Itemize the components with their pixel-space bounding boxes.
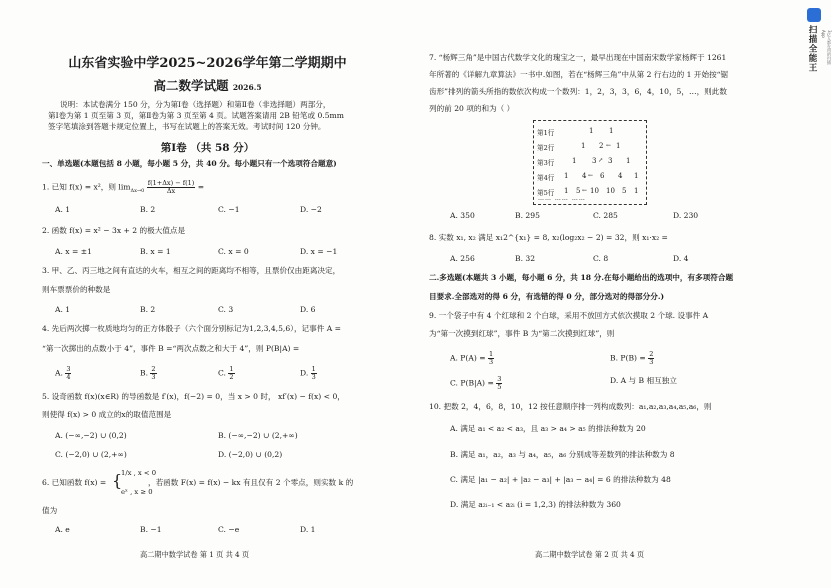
q1-option-a: A. 1 — [55, 205, 71, 214]
q4-option-c — [218, 366, 235, 381]
exam-subtitle — [0, 76, 415, 94]
q5-option-a: A. (−∞,−2) ∪ (0,2) — [55, 431, 127, 440]
question-10: 10. 把数 2，4，6，8，10，12 按任意顺序排一列构成数列：a₁,a₂,a₃,a₄,a₅,a₆，则 — [429, 402, 712, 411]
section-heading: 第Ⅰ卷 （共 58 分） — [160, 142, 255, 154]
q9-a-label: A. P(A) = — [450, 353, 486, 363]
tri-ellipsis: …… …… …… — [538, 195, 586, 202]
q10-option-c: C. 满足 |a₁ − a₂| + |a₂ − a₃| + |a₃ − a₄| = 6 的排法种数为 48 — [450, 475, 671, 484]
q6-option-a: A. e — [55, 525, 70, 534]
q1-option-c: C. −1 — [218, 205, 240, 214]
q9-b-den: 3 — [649, 358, 654, 366]
logo-text: 扫描全能王 — [807, 25, 817, 73]
q6-option-c: C. −e — [218, 525, 240, 534]
question-7-line-1: 7. “杨辉三角”是中国古代数学文化的瑰宝之一，最早出现在中国南宋数学家杨辉于 1261 — [429, 53, 727, 62]
q3-option-a: A. 1 — [55, 305, 71, 314]
tri-r3-n1: 1 — [572, 157, 577, 165]
exam-date: 2026.5 — [232, 83, 262, 92]
q4-b-den: 3 — [151, 373, 156, 381]
yanghui-triangle-figure — [533, 120, 647, 205]
question-6-stem-b: ，若函数 F(x) = f(x) − kx 有且仅有 2 个零点，则实数 k 的 — [148, 478, 354, 487]
q9-c-label: C. P(B|A) = — [450, 378, 494, 388]
zigzag-arrow-icon: ← — [606, 142, 612, 149]
question-2: 2. 函数 f(x) = x² − 3x + 2 的极大值点是 — [42, 226, 186, 235]
zigzag-arrow-icon: ← — [582, 187, 588, 194]
q6-option-d: D. 1 — [300, 525, 316, 534]
question-1 — [42, 180, 204, 196]
q2-option-a: A. x = ±1 — [55, 247, 92, 256]
q4-c-label: C. — [218, 368, 226, 378]
q4-d-num: 1 — [311, 365, 316, 373]
question-6-line-2: 值为 — [42, 506, 58, 515]
logo-subtext: 3亿人都在用的扫描App — [821, 30, 832, 65]
question-3-line-1: 3. 甲、乙、丙三地之间有直达的火车，相互之间的距离均不相等，且票价仅由距离决定， — [42, 266, 341, 275]
left-footer: 高二期中数学试卷 第 1 页 共 4 页 — [140, 550, 250, 559]
question-4-line-2: “第一次掷出的点数小于 4”，事件 B =“两次点数之和大于 4”，则 P(B|A) = — [42, 344, 300, 353]
zigzag-arrow-icon: ← — [588, 172, 594, 179]
q4-a-den: 4 — [66, 373, 71, 381]
question-7-line-2: 年所著的《详解九章算法》一书中.如图，若在“杨辉三角”中从第 2 行右边的 1 开始按“锯 — [429, 70, 729, 79]
q7-option-a: A. 350 — [450, 211, 475, 220]
tri-r5-n3: 10 — [590, 187, 599, 195]
q4-option-b — [140, 366, 157, 381]
q9-option-b — [610, 351, 654, 366]
q5-option-c: C. (−2,0) ∪ (2,+∞) — [55, 450, 127, 459]
q8-option-c: C. 8 — [593, 254, 609, 263]
tri-r2-n1: 1 — [581, 142, 586, 150]
q9-b-label: B. P(B) = — [610, 353, 646, 363]
question-8: 8. 实数 x₁, x₂ 满足 x₁2^{x₁} = 8, x₂(log₂x₂ − 2) = 32，则 x₁·x₂ = — [429, 233, 668, 242]
q3-option-b: B. 2 — [140, 305, 156, 314]
question-4-line-1: 4. 先后两次掷一枚质地均匀的正方体骰子（六个面分别标记为1,2,3,4,5,6），记事件 A = — [42, 324, 341, 333]
q4-b-num: 2 — [151, 365, 156, 373]
tri-r3-n3: 3 — [608, 157, 613, 165]
q10-option-d: D. 满足 a₂ᵢ₋₁ < a₂ᵢ (i = 1,2,3) 的排法种数为 360 — [450, 500, 621, 509]
tri-r4-n3: 6 — [600, 172, 605, 180]
q4-a-num: 3 — [66, 365, 71, 373]
tri-r5-n6: 1 — [634, 187, 639, 195]
question-7-line-4: 列的前 20 项的和为（ ） — [429, 104, 515, 113]
row-label-4: 第4行 — [537, 174, 555, 182]
q9-c-num: 3 — [497, 375, 502, 383]
q1-stem-b: = — [197, 182, 205, 192]
row-label-2: 第2行 — [537, 144, 555, 152]
tri-r4-n2: 4 — [582, 172, 587, 180]
tri-r5-n1: 1 — [564, 187, 569, 195]
part2-heading-line-1: 二.多选题(本题共 3 小题，每小题 6 分，共 18 分.在每小题给出的选项中，有多项符合题 — [429, 273, 734, 282]
question-7-line-3: 齿形”排列的箭头所指的数依次构成一个数列：1，2，3，3，6，4，10，5，…，则此数 — [429, 87, 727, 96]
q1-stem-a: 1. 已知 f(x) = x²，则 lim — [42, 182, 131, 192]
q4-c-den: 2 — [229, 373, 234, 381]
q7-option-d: D. 230 — [673, 211, 699, 220]
tri-r4-n5: 1 — [634, 172, 639, 180]
left-page — [0, 0, 415, 588]
q2-option-b: B. x = 1 — [140, 247, 171, 256]
tri-r5-n4: 10 — [606, 187, 615, 195]
q6-option-b: B. −1 — [140, 525, 162, 534]
tri-r3-n2: 3 — [592, 157, 597, 165]
instruction-line-3: 签字笔填涂到答题卡规定位置上，书写在试题上的答案无效。考试时间 120 分钟。 — [48, 122, 326, 131]
q3-option-c: C. 3 — [218, 305, 234, 314]
q7-option-b: B. 295 — [515, 211, 540, 220]
q9-a-den: 3 — [489, 358, 494, 366]
part2-heading-line-2: 目要求.全部选对的得 6 分，有选错的得 0 分，部分选对的得部分分.) — [429, 292, 665, 301]
cs-logo-icon — [807, 8, 821, 22]
tri-r5-n5: 5 — [622, 187, 627, 195]
question-5-line-2: 则使得 f(x) > 0 成立的x的取值范围是 — [42, 410, 172, 419]
q1-option-d: D. −2 — [300, 205, 322, 214]
q9-a-num: 1 — [489, 350, 494, 358]
tri-r3-n4: 1 — [626, 157, 631, 165]
row-label-1: 第1行 — [537, 129, 555, 137]
q4-option-d — [300, 366, 317, 381]
q9-option-c — [450, 376, 502, 391]
tri-r1-n1: 1 — [589, 127, 594, 135]
q10-option-b: B. 满足 a₁，a₂，a₃ 与 a₄，a₅，a₆ 分别成等差数列的排法种数为 8 — [450, 450, 675, 459]
question-6-stem-a: 6. 已知函数 f(x) = — [42, 478, 107, 487]
q1-option-b: B. 2 — [140, 205, 156, 214]
zigzag-arrow-icon: ↗ — [598, 157, 604, 164]
q4-d-den: 3 — [311, 373, 316, 381]
q4-c-num: 1 — [229, 365, 234, 373]
tri-r4-n4: 4 — [618, 172, 623, 180]
exam-title: 山东省实验中学2025~2026学年第二学期期中 — [68, 56, 347, 71]
right-footer: 高二期中数学试卷 第 2 页 共 4 页 — [535, 550, 645, 559]
q9-option-a — [450, 351, 494, 366]
q6-brace: { — [112, 471, 123, 490]
q1-lim-sub: Δx→0 — [130, 188, 145, 195]
q4-option-a — [55, 366, 71, 381]
q2-option-d: D. x = −1 — [300, 247, 338, 256]
q8-option-a: A. 256 — [450, 254, 475, 263]
tri-r5-n2: 5 — [576, 187, 581, 195]
q1-frac-num: f(1+Δx) − f(1) — [147, 179, 195, 187]
q8-option-d: D. 4 — [673, 254, 689, 263]
tri-r1-n2: 1 — [609, 127, 614, 135]
question-3-line-2: 则车票票价的种数是 — [42, 285, 111, 294]
question-5-line-1: 5. 设奇函数 f(x)(x∈R) 的导函数是 f′(x)，f(−2) = 0，当 x > 0 时， xf′(x) − f(x) < 0， — [42, 392, 345, 401]
q5-option-d: D. (−2,0) ∪ (0,2) — [218, 450, 283, 459]
q4-a-label: A. — [55, 368, 63, 378]
instruction-line-1: 说明：本试卷满分 150 分，分为第Ⅰ卷（选择题）和第Ⅱ卷（非选择题）两部分， — [60, 100, 331, 109]
q10-option-a: A. 满足 a₁ < a₂ < a₃，且 a₃ > a₄ > a₅ 的排法种数为 20 — [450, 424, 646, 433]
row-label-3: 第3行 — [537, 159, 555, 167]
q3-option-d: D. 6 — [300, 305, 316, 314]
q1-frac-den: Δx — [166, 187, 176, 195]
row-label-5: 第5行 — [537, 189, 555, 197]
q4-b-label: B. — [140, 368, 148, 378]
question-9-line-1: 9. 一个袋子中有 4 个红球和 2 个白球，采用不放回方式依次摸取 2 个球. 设事件 A — [429, 311, 709, 320]
question-9-line-2: 为“第一次摸到红球”，事件 B 为“第二次摸到红球”，则 — [429, 329, 615, 338]
q5-option-b: B. (−∞,−2) ∪ (2,+∞) — [218, 431, 298, 440]
tri-r2-n3: 1 — [616, 142, 621, 150]
exam-subject: 高二数学试题 — [153, 78, 229, 93]
q4-d-label: D. — [300, 368, 309, 378]
q2-option-c: C. x = 0 — [218, 247, 249, 256]
q9-option-d: D. A 与 B 相互独立 — [610, 376, 677, 385]
instruction-line-2: 第Ⅰ卷为第 1 页至第 3 页，第Ⅱ卷为第 3 页至第 4 页。试题答案请用 2B 铅笔或 0.5mm — [48, 111, 344, 120]
part1-heading: 一、单选题(本题包括 8 小题，每小题 5 分，共 40 分。每小题只有一个选项符合题意) — [42, 159, 337, 168]
q6-case-1: 1/x , x < 0 — [121, 469, 157, 477]
q9-b-num: 2 — [649, 350, 654, 358]
tri-r2-n2: 2 — [599, 142, 604, 150]
q9-c-den: 5 — [497, 383, 502, 391]
camscanner-logo — [806, 8, 832, 73]
q7-option-c: C. 285 — [593, 211, 618, 220]
tri-r4-n1: 1 — [564, 172, 569, 180]
q8-option-b: B. 32 — [515, 254, 536, 263]
q6-case-2: eˣ , x ≥ 0 — [121, 488, 153, 496]
